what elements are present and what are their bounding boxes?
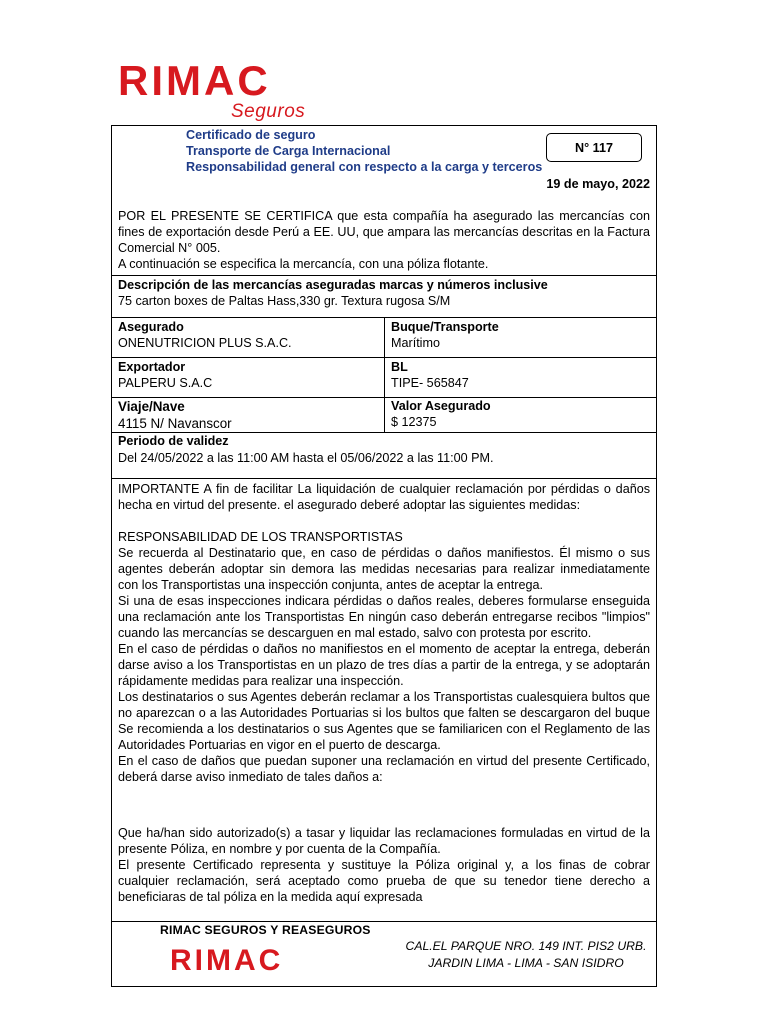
buque-value: Marítimo (391, 336, 440, 350)
spacer (118, 785, 650, 825)
terms-paragraph-2: Si una de esas inspecciones indicara pérdidas o daños reales, deberes formularse enseguida una reclamación ante los Transportistas En ningún caso deberán entregarse recibos "limpios" cuando las mercancías se descarguen en mal estado, salvo con protesta por escrito. (118, 594, 650, 640)
exportador-value: PALPERU S.A.C (118, 376, 213, 390)
goods-value: 75 carton boxes de Paltas Hass,330 gr. Textura rugosa S/M (118, 294, 451, 308)
certificate-number-box (546, 133, 642, 162)
footer-address-line-1: CAL.EL PARQUE NRO. 149 INT. PIS2 URB. (405, 939, 647, 953)
certification-text: POR EL PRESENTE SE CERTIFICA que esta compañía ha asegurado las mercancías con fines de exportación desde Perú a EE. UU, que ampara las mercancías descritas en la Factura Comercial N° 005. (118, 209, 650, 255)
terms-important: IMPORTANTE A fin de facilitar La liquidación de cualquier reclamación por pérdidas o daños hecha en virtud del presente. el asegurado deberé adoptar las siguientes medidas: (118, 482, 650, 512)
header-line-2: Transporte de Carga Internacional (186, 144, 391, 158)
asegurado-value: ONENUTRICION PLUS S.A.C. (118, 336, 292, 350)
divider (112, 357, 656, 358)
spacer (118, 513, 650, 529)
rimac-logo-text: RIMAC (118, 57, 271, 104)
certificate-header (186, 127, 542, 175)
buque-label: Buque/Transporte (391, 320, 499, 334)
viaje-label: Viaje/Nave (118, 399, 185, 414)
footer-address-line-2: JARDIN LIMA - LIMA - SAN ISIDRO (428, 956, 624, 970)
certificate-date: 19 de mayo, 2022 (546, 177, 650, 191)
footer-company-name: RIMAC SEGUROS Y REASEGUROS (160, 923, 371, 937)
rimac-logo (118, 57, 318, 122)
valor-value: $ 12375 (391, 415, 437, 429)
header-line-3: Responsabilidad general con respecto a la carga y terceros (186, 160, 543, 174)
terms-paragraph-6: Que ha/han sido autorizado(s) a tasar y liquidar las reclamaciones formuladas en virtud de la presente Póliza, en nombre y por cuenta de la Compañía. (118, 826, 650, 856)
terms-paragraph-1: Se recuerda al Destinatario que, en caso de pérdidas o daños manifiestos. Él mismo o sus agentes deberán adoptar sin demora las medidas necesarias para realizar inmediatamente con los Transportistas una inspección conjunta, antes de aceptar la entrega. (118, 546, 650, 592)
terms-block (118, 481, 650, 905)
validity-value: Del 24/05/2022 a las 11:00 AM hasta el 05/06/2022 a las 11:00 PM. (118, 451, 494, 465)
footer-address (398, 938, 654, 972)
certification-text-2: A continuación se especifica la mercancía, con una póliza flotante. (118, 257, 489, 271)
divider (112, 921, 656, 922)
terms-paragraph-3: En el caso de pérdidas o daños no manifiestos en el momento de aceptar la entrega, deberán darse aviso a los Transportistas en un plazo de tres días a partir de la entrega, y se adoptarán rápidamente medidas para realizar una inspección. (118, 642, 650, 688)
header-line-1: Certificado de seguro (186, 128, 316, 142)
bl-label: BL (391, 360, 408, 374)
terms-paragraph-7: El presente Certificado representa y sustituye la Póliza original y, a los finas de cobrar cualquier reclamación, será aceptado como prueba de que su tenedor tiene derecho a beneficiaras de tal póliza en la medida aquí expresada (118, 858, 650, 904)
goods-label: Descripción de las mercancías aseguradas marcas y números inclusive (118, 278, 548, 292)
footer-rimac-logo: RIMAC (170, 944, 284, 977)
column-divider (384, 317, 385, 432)
terms-paragraph-5: En el caso de daños que puedan suponer una reclamación en virtud del presente Certificado, deberá darse aviso inmediato de tales daños a: (118, 754, 650, 784)
divider (112, 478, 656, 479)
asegurado-label: Asegurado (118, 320, 184, 334)
rimac-logo-subtitle: Seguros (231, 101, 306, 122)
valor-label: Valor Asegurado (391, 399, 491, 413)
exportador-label: Exportador (118, 360, 186, 374)
certificate-document (111, 125, 657, 987)
divider (112, 275, 656, 276)
certificate-number: N° 117 (575, 140, 613, 155)
divider (112, 397, 656, 398)
bl-value: TIPE- 565847 (391, 376, 469, 390)
terms-paragraph-4: Los destinatarios o sus Agentes deberán reclamar a los Transportistas cualesquiera bultos que no aparezcan o a las Autoridades Portuarias si los bultos que falten se descargaron del buque Se recomienda a los destinatarios o sus Agentes que se familiaricen con el Reglamento de las Autoridades Portuarias en vigor en el puerto de descarga. (118, 690, 650, 752)
validity-label: Periodo de validez (118, 434, 229, 448)
viaje-value: 4115 N/ Navanscor (118, 416, 232, 431)
terms-section-title: RESPONSABILIDAD DE LOS TRANSPORTISTAS (118, 530, 403, 544)
certification-paragraph (118, 208, 650, 272)
